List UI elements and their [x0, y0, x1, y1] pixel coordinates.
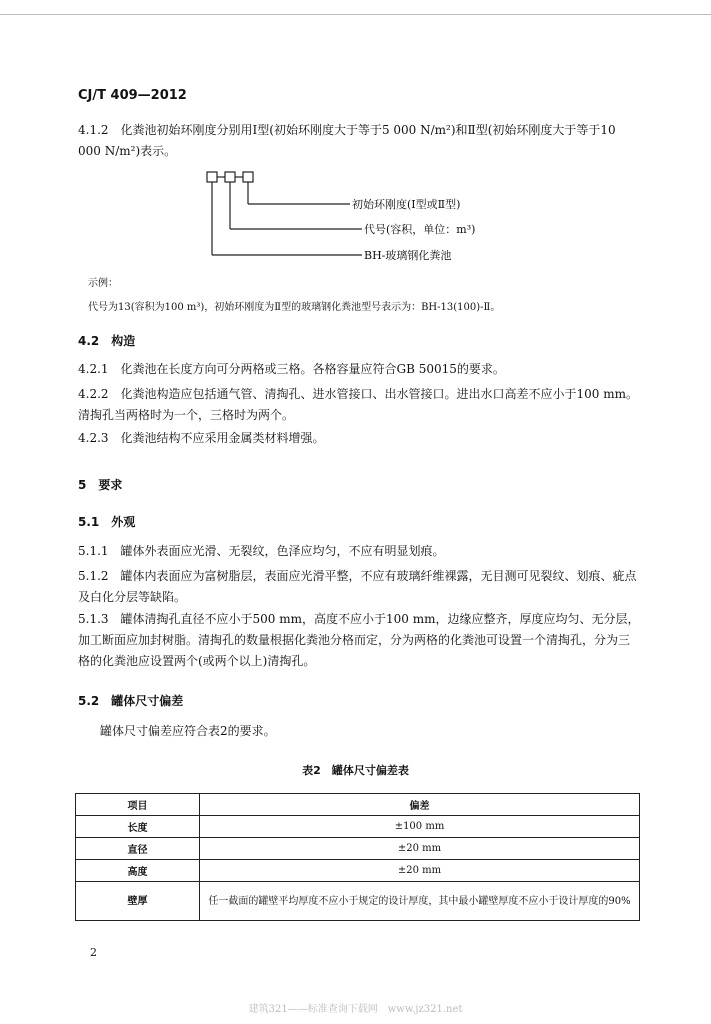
table-cell-item: 直径 — [76, 838, 200, 860]
clause-5-2-text: 罐体尺寸偏差应符合表2的要求。 — [100, 724, 276, 738]
heading-4-2: 4.2 构造 — [78, 334, 136, 348]
clause-4-2-1: 4.2.1 化粪池在长度方向可分两格或三格。各格容量应符合GB 50015的要求。 — [78, 362, 505, 376]
table-cell-deviation: ±20 mm — [200, 838, 640, 860]
clause-4-2-3: 4.2.3 化粪池结构不应采用金属类材料增强。 — [78, 431, 325, 445]
diagram-box-2 — [225, 172, 235, 182]
table-cell-deviation: 任一截面的罐壁平均厚度不应小于规定的设计厚度，其中最小罐壁厚度不应小于设计厚度的90% — [200, 882, 640, 921]
clause-5-1-1: 5.1.1 罐体外表面应光滑、无裂纹，色泽应均匀，不应有明显划痕。 — [78, 544, 445, 558]
diagram-box-1 — [207, 172, 217, 182]
document-code: CJ/T 409—2012 — [78, 88, 187, 103]
designation-diagram — [0, 0, 711, 280]
example-title: 示例： — [88, 278, 118, 289]
table-header-row — [76, 794, 640, 816]
table-cell-item: 高度 — [76, 860, 200, 882]
table-row — [76, 882, 640, 921]
clause-5-1-3: 5.1.3 罐体清掏孔直径不应小于500 mm，高度不应小于100 mm，边缘应整齐，厚度应均匀、无分层，加工断面应加封树脂。清掏孔的数量根据化粪池分格而定，分为两格的化粪池可设置一个清掏孔，分为三格的化粪池应设置两个(或两个以上)清掏孔。 — [78, 612, 640, 668]
table-cell-item: 壁厚 — [76, 882, 200, 921]
table-cell-deviation: ±20 mm — [200, 860, 640, 882]
watermark: 建筑321——标准查询下载网 www.jz321.net — [248, 1004, 463, 1015]
diagram-label-code: 代号(容积，单位：m³) — [364, 223, 476, 236]
table-cell-deviation: ±100 mm — [200, 816, 640, 838]
table-header-deviation: 偏差 — [200, 794, 640, 816]
clause-4-2-2: 4.2.2 化粪池构造应包括通气管、清掏孔、进水管接口、出水管接口。进出水口高差不应小于100 mm。清掏孔当两格时为一个，三格时为两个。 — [78, 387, 639, 422]
heading-5: 5 要求 — [78, 478, 123, 492]
clause-5-1-2: 5.1.2 罐体内表面应为富树脂层，表面应光滑平整，不应有玻璃纤维裸露，无目测可见裂纹、划痕、疵点及白化分层等缺陷。 — [78, 569, 637, 604]
table-caption: 表2 罐体尺寸偏差表 — [302, 764, 409, 777]
table-row — [76, 838, 640, 860]
diagram-label-stiffness: 初始环刚度(Ⅰ型或Ⅱ型) — [352, 198, 461, 211]
table-row — [76, 860, 640, 882]
heading-5-2: 5.2 罐体尺寸偏差 — [78, 694, 184, 708]
diagram-label-type: BH-玻璃钢化粪池 — [364, 249, 452, 262]
table-row — [76, 816, 640, 838]
table-cell-item: 长度 — [76, 816, 200, 838]
table-header-item: 项目 — [76, 794, 200, 816]
example-text: 代号为13(容积为100 m³)，初始环刚度为Ⅱ型的玻璃钢化粪池型号表示为：BH-13(100)-Ⅱ。 — [88, 302, 501, 313]
page-number: 2 — [90, 946, 97, 959]
heading-5-1: 5.1 外观 — [78, 515, 136, 529]
diagram-box-3 — [243, 172, 253, 182]
clause-4-1-2: 4.1.2 化粪池初始环刚度分别用Ⅰ型(初始环刚度大于等于5 000 N/m²)和Ⅱ型(初始环刚度大于等于10 000 N/m²)表示。 — [78, 123, 616, 158]
deviation-table — [75, 793, 640, 921]
